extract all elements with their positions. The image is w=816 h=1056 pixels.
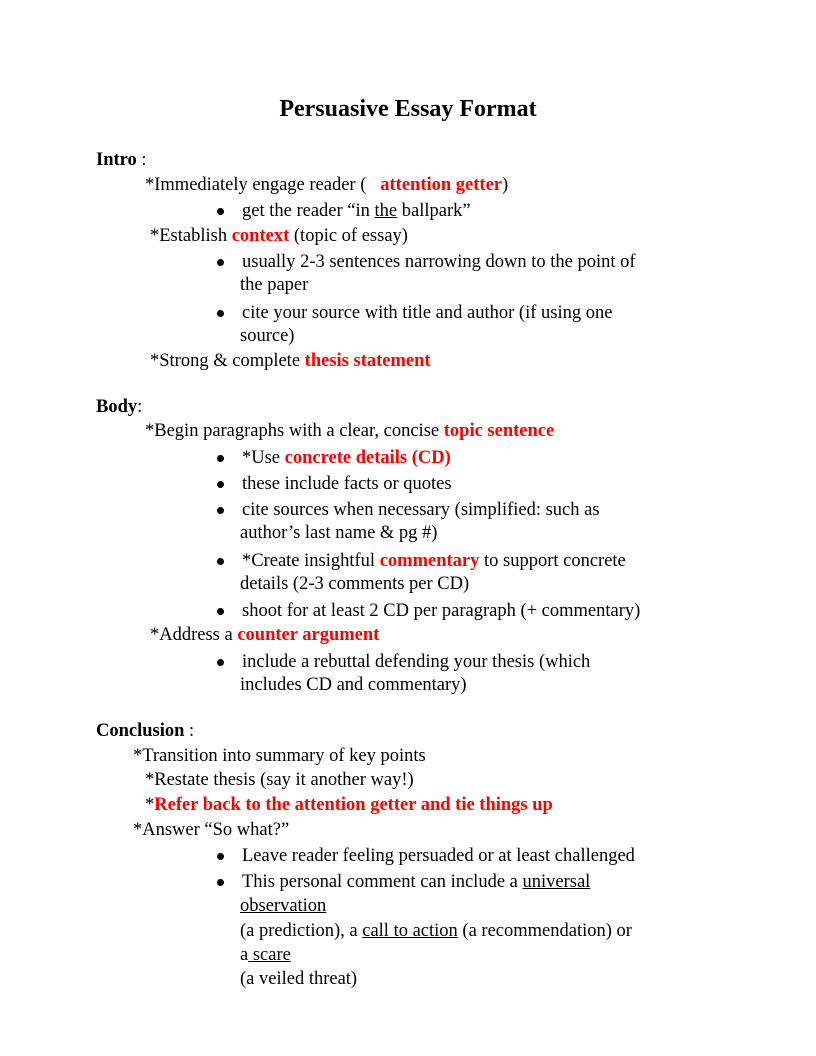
body-bullet-commentary-cont: details (2-3 comments per CD) [240, 574, 470, 594]
intro-point-attention: *Immediately engage reader ( attention getter) [145, 175, 509, 195]
bullet-icon [217, 558, 224, 565]
body-bullet-cd: *Use concrete details (CD) [242, 448, 451, 468]
body-bullet-commentary: *Create insightful commentary to support concrete [242, 551, 626, 571]
conclusion-bullet-personal-l5: (a veiled threat) [240, 969, 358, 989]
conclusion-point-refer: *Refer back to the attention getter and tie things up [145, 795, 553, 815]
conclusion-point-restate: *Restate thesis (say it another way!) [145, 770, 414, 790]
conclusion-bullet-personal: This personal comment can include a universal [242, 872, 591, 892]
conclusion-heading-line: Conclusion : [96, 721, 195, 741]
intro-heading: Intro [96, 150, 137, 170]
conclusion-bullet-personal-l3: (a prediction), a call to action (a recommendation) or [240, 921, 632, 941]
intro-heading-line: Intro : [96, 150, 147, 170]
intro-bullet-sentences: usually 2-3 sentences narrowing down to the point of [242, 252, 636, 272]
body-point-counter: *Address a counter argument [150, 625, 380, 645]
bullet-icon [217, 259, 224, 266]
conclusion-heading: Conclusion [96, 721, 185, 741]
body-bullet-cite-cont: author’s last name & pg #) [240, 523, 438, 543]
body-heading-line: Body: [96, 397, 143, 417]
intro-point-context: *Establish context (topic of essay) [150, 226, 408, 246]
bullet-icon [217, 879, 224, 886]
intro-bullet-cite-cont: source) [240, 326, 295, 346]
conclusion-bullet-personal-l4: a scare [240, 945, 291, 965]
bullet-icon [217, 208, 224, 215]
body-bullet-rebuttal-cont: includes CD and commentary) [240, 675, 467, 695]
conclusion-bullet-persuaded: Leave reader feeling persuaded or at least challenged [242, 846, 635, 866]
bullet-icon [217, 455, 224, 462]
body-bullet-rebuttal: include a rebuttal defending your thesis (which [242, 652, 591, 672]
conclusion-point-transition: *Transition into summary of key points [133, 746, 426, 766]
body-point-topic: *Begin paragraphs with a clear, concise topic sentence [145, 421, 555, 441]
bullet-icon [217, 659, 224, 666]
body-heading: Body [96, 397, 138, 417]
bullet-icon [217, 507, 224, 514]
body-bullet-shoot: shoot for at least 2 CD per paragraph (+ commentary) [242, 601, 641, 621]
page-title: Persuasive Essay Format [279, 96, 537, 122]
bullet-icon [217, 481, 224, 488]
bullet-icon [217, 853, 224, 860]
intro-bullet-cite: cite your source with title and author (if using one [242, 303, 613, 323]
intro-bullet-sentences-cont: the paper [240, 275, 309, 295]
bullet-icon [217, 608, 224, 615]
body-bullet-cite: cite sources when necessary (simplified: such as [242, 500, 600, 520]
intro-bullet-ballpark: get the reader “in the ballpark” [242, 201, 471, 221]
conclusion-bullet-personal-l2: observation [240, 896, 327, 916]
intro-point-thesis: *Strong & complete thesis statement [150, 351, 431, 371]
body-bullet-facts: these include facts or quotes [242, 474, 452, 494]
bullet-icon [217, 310, 224, 317]
conclusion-point-sowhat: *Answer “So what?” [133, 820, 290, 840]
